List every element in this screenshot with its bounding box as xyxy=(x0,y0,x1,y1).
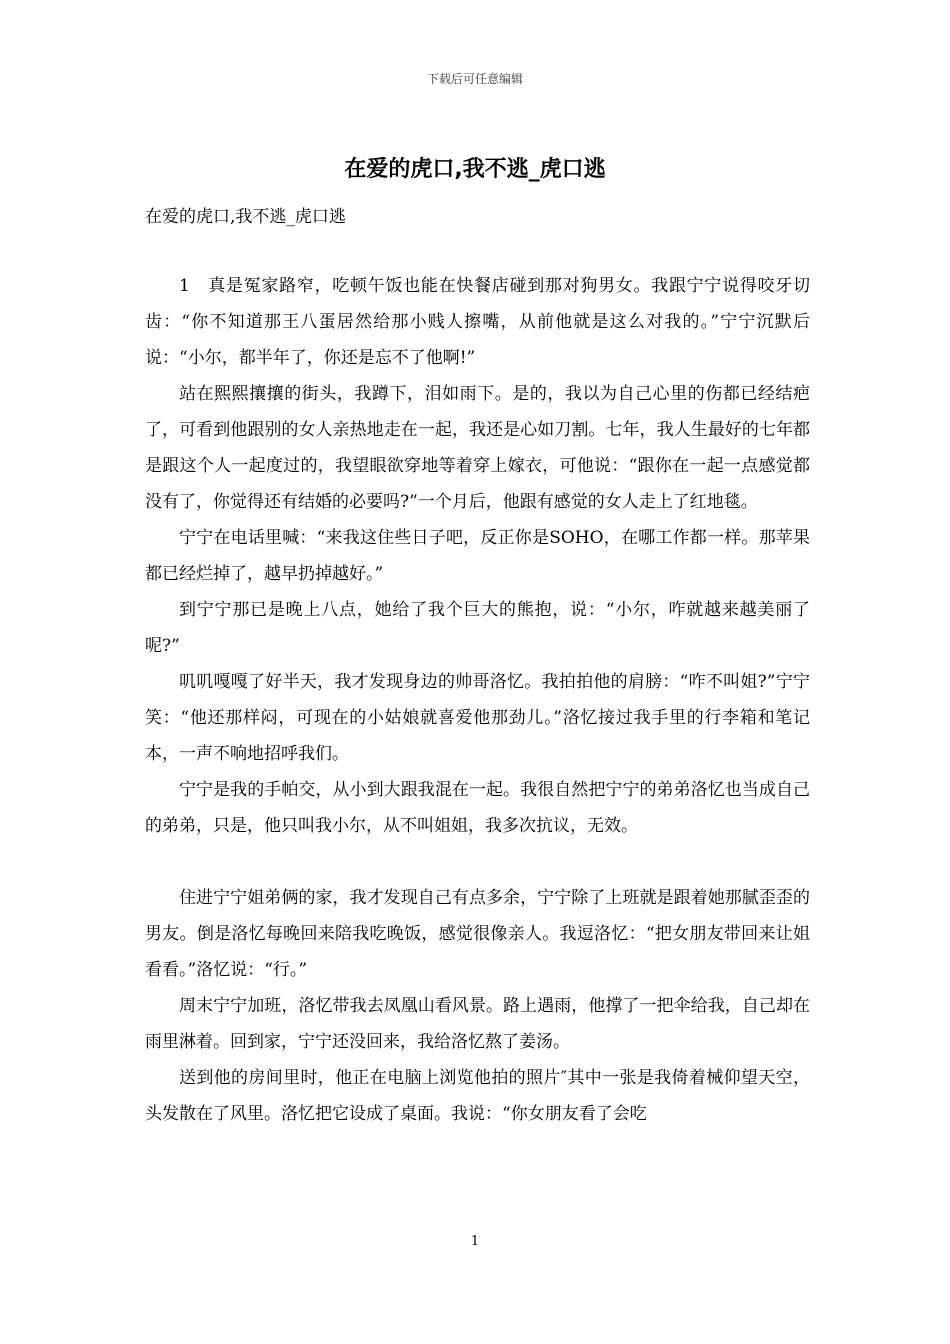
paragraph: 送到他的房间里时，他正在电脑上浏览他拍的照片″其中一张是我倚着械仰望天空，头发散在了风里。洛忆把它设成了桌面。我说：“你女朋友看了会吃 xyxy=(145,1068,810,1124)
paragraph: 1 真是冤家路窄，吃顿午饭也能在快餐店碰到那对狗男女。我跟宁宁说得咬牙切齿：“你不知道那王八蛋居然给那小贱人擦嘴，从前他就是这么对我的。”宁宁沉默后说：“小尔，都半年了，你还是忘不了他啊!” xyxy=(145,276,810,368)
paragraph: 叽叽嘎嘎了好半天，我才发现身边的帅哥洛忆。我拍拍他的肩膀：“咋不叫姐?”宁宁笑：“他还那样闷，可现在的小姑娘就喜爱他那劲儿。”洛忆接过我手里的行李箱和笔记本，一声不响地招呼我们。 xyxy=(145,672,810,764)
paragraph: 周末宁宁加班，洛忆带我去凤凰山看风景。路上遇雨，他撑了一把伞给我，自己却在雨里淋着。回到家，宁宁还没回来，我给洛忆熬了姜汤。 xyxy=(145,996,810,1052)
paragraph: 到宁宁那已是晚上八点，她给了我个巨大的熊抱，说：“小尔，咋就越来越美丽了呢?” xyxy=(145,600,810,656)
paragraph-spacer xyxy=(145,844,810,880)
document-subtitle: 在爱的虎口,我不逃_虎口逃 xyxy=(145,207,346,227)
paragraph: 宁宁是我的手帕交，从小到大跟我混在一起。我很自然把宁宁的弟弟洛忆也当成自己的弟弟，只是，他只叫我小尔，从不叫姐姐，我多次抗议，无效。 xyxy=(145,780,810,836)
body-text xyxy=(145,268,810,1132)
paragraph: 宁宁在电话里喊：“来我这住些日子吧，反正你是SOHO，在哪工作都一样。那苹果都已经烂掉了，越早扔掉越好。” xyxy=(145,528,810,584)
header-note: 下载后可任意编辑 xyxy=(426,72,523,86)
document-title: 在爱的虎口,我不逃_虎口逃 xyxy=(344,157,606,182)
paragraph: 住进宁宁姐弟俩的家，我才发现自己有点多余，宁宁除了上班就是跟着她那腻歪歪的男友。倒是洛忆每晚回来陪我吃晚饭，感觉很像亲人。我逗洛忆：“把女朋友带回来让姐看看。”洛忆说：“行。” xyxy=(145,888,810,980)
paragraph: 站在熙熙攘攘的街头，我蹲下，泪如雨下。是的，我以为自己心里的伤都已经结疤了，可看到他跟别的女人亲热地走在一起，我还是心如刀割。七年，我人生最好的七年都是跟这个人一起度过的，我望眼欲穿地等着穿上嫁衣，可他说：“跟你在一起一点感觉都没有了，你觉得还有结婚的必要吗?”一个月后，他跟有感觉的女人走上了红地毯。 xyxy=(145,384,810,512)
page-number: 1 xyxy=(470,1234,480,1249)
